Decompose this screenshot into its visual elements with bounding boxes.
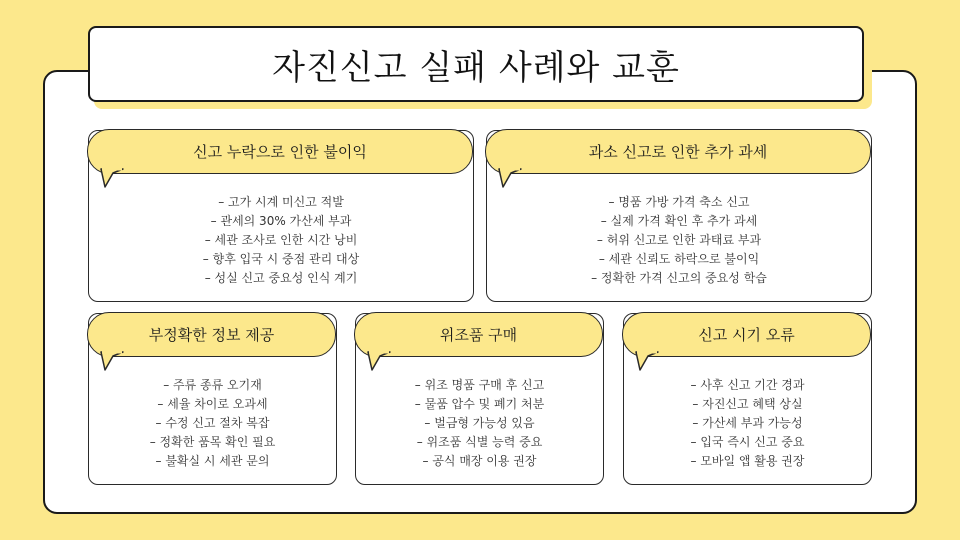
case-card-heading: 부정확한 정보 제공: [148, 326, 275, 344]
list-item: – 세관 조사로 인한 시간 낭비: [204, 233, 358, 247]
case-card-heading-bubble: [485, 129, 871, 174]
list-item: – 가산세 부과 가능성: [692, 416, 803, 430]
list-item: – 위조 명품 구매 후 신고: [414, 378, 545, 392]
list-item: – 성실 신고 중요성 인식 계기: [204, 271, 358, 285]
case-card-list: [356, 376, 603, 471]
list-item: – 수정 신고 절차 복잡: [155, 416, 270, 430]
case-card-counterfeit: [355, 313, 604, 485]
case-card-heading: 과소 신고로 인한 추가 과세: [588, 143, 768, 161]
title-box: [88, 26, 864, 102]
list-item: – 실제 가격 확인 후 추가 과세: [600, 214, 758, 228]
list-item: – 정확한 가격 신고의 중요성 학습: [591, 271, 767, 285]
case-card-inaccurate-info: [88, 313, 337, 485]
page-title: 자진신고 실패 사례와 교훈: [272, 47, 680, 88]
list-item: – 벌금형 가능성 있음: [424, 416, 535, 430]
list-item: – 허위 신고로 인한 과태료 부과: [596, 233, 762, 247]
speech-tail-icon: [636, 352, 658, 372]
speech-tail-icon: [101, 352, 123, 372]
list-item: – 공식 매장 이용 권장: [422, 454, 537, 468]
case-card-list: [624, 376, 871, 471]
list-item: – 향후 입국 시 중점 관리 대상: [202, 252, 360, 266]
list-item: – 모바일 앱 활용 권장: [690, 454, 805, 468]
case-card-list: [89, 193, 473, 288]
list-item: – 불확실 시 세관 문의: [155, 454, 270, 468]
list-item: – 정확한 품목 확인 필요: [149, 435, 276, 449]
speech-tail-icon: [499, 169, 521, 189]
case-card-heading-bubble: [354, 312, 603, 357]
case-card-heading: 신고 시기 오류: [698, 326, 795, 344]
case-card-heading-bubble: [87, 312, 336, 357]
case-card-timing-error: [623, 313, 872, 485]
case-card-underreporting: [486, 130, 872, 302]
list-item: – 위조품 식별 능력 중요: [416, 435, 543, 449]
speech-tail-icon: [368, 352, 390, 372]
list-item: – 관세의 30% 가산세 부과: [210, 214, 352, 228]
list-item: – 명품 가방 가격 축소 신고: [608, 195, 750, 209]
case-card-heading-bubble: [622, 312, 871, 357]
list-item: – 자진신고 혜택 상실: [692, 397, 803, 411]
case-card-list: [89, 376, 336, 471]
list-item: – 주류 종류 오기재: [163, 378, 262, 392]
case-card-heading: 위조품 구매: [439, 326, 518, 344]
case-card-list: [487, 193, 871, 288]
list-item: – 입국 즉시 신고 중요: [690, 435, 805, 449]
list-item: – 세관 신뢰도 하락으로 불이익: [598, 252, 760, 266]
list-item: – 세율 차이로 오과세: [157, 397, 268, 411]
speech-tail-icon: [101, 169, 123, 189]
case-card-omission: [88, 130, 474, 302]
list-item: – 물품 압수 및 폐기 처분: [414, 397, 545, 411]
list-item: – 사후 신고 기간 경과: [690, 378, 805, 392]
case-card-heading: 신고 누락으로 인한 불이익: [193, 143, 367, 161]
list-item: – 고가 시계 미신고 적발: [218, 195, 344, 209]
case-card-heading-bubble: [87, 129, 473, 174]
